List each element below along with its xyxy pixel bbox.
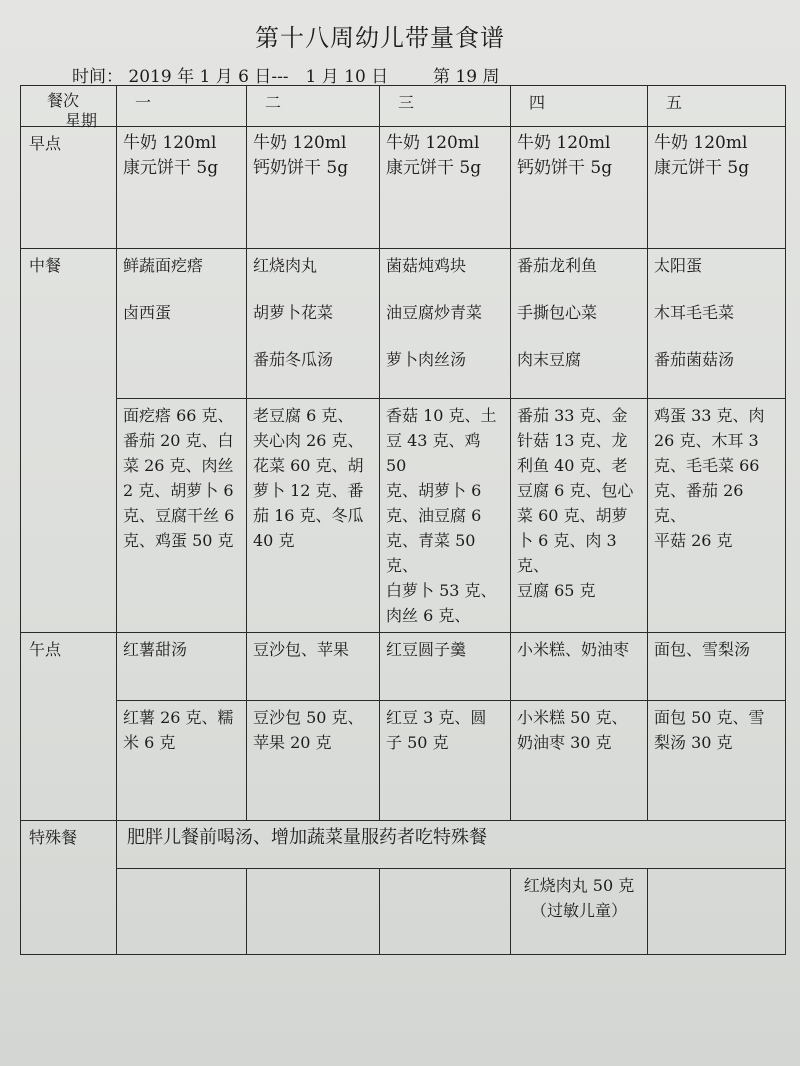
quantity-line: 夹心肉 26 克、 (253, 431, 364, 450)
special-detail-row (21, 869, 786, 955)
quantity-line: 子 50 克 (386, 733, 449, 752)
week-number: 第 19 周 (433, 67, 500, 87)
breakfast-cell (511, 127, 648, 249)
breakfast-item: 康元饼干 5g (654, 158, 750, 178)
lunch-dish: 油豆腐炒青菜 (386, 303, 483, 322)
quantity-line: 鸡蛋 33 克、肉 (654, 406, 765, 425)
breakfast-item: 康元饼干 5g (123, 158, 219, 178)
quantity-line: 萝卜 12 克、番 (253, 481, 364, 500)
quantity-line: 面包 50 克、雪 (654, 708, 765, 727)
snack-quantity-cell (511, 701, 648, 821)
special-item-note: （过敏儿童） (530, 901, 627, 920)
lunch-dishes-row (21, 249, 786, 399)
quantity-line: 克、豆腐干丝 6 (123, 506, 235, 525)
snack-quantities-row (21, 701, 786, 821)
breakfast-cell (648, 127, 786, 249)
lunch-dish: 胡萝卜花菜 (253, 303, 334, 322)
special-cell (380, 869, 511, 955)
quantity-line: 红豆 3 克、圆 (386, 708, 487, 727)
quantity-line: 克、青菜 50 克、 (386, 531, 476, 575)
lunch-quantities-row (21, 399, 786, 633)
lunch-dish: 番茄冬瓜汤 (253, 350, 334, 369)
lunch-dish: 肉末豆腐 (517, 350, 582, 369)
day-header-thu: 四 (511, 86, 648, 127)
snack-item: 红豆圆子羹 (380, 633, 511, 701)
quantity-line: 克、鸡蛋 50 克 (123, 531, 234, 550)
quantity-line: 克、油豆腐 6 (386, 506, 482, 525)
special-cell (117, 869, 247, 955)
quantity-line: 利鱼 40 克、老 (517, 456, 628, 475)
breakfast-cell (247, 127, 380, 249)
quantity-line: 卜 6 克、肉 3 克、 (517, 531, 617, 575)
breakfast-item: 钙奶饼干 5g (253, 158, 349, 178)
quantity-line: 针菇 13 克、龙 (517, 431, 628, 450)
menu-table (20, 85, 786, 955)
lunch-dishes-cell (511, 249, 648, 399)
day-header-tue: 二 (247, 86, 380, 127)
lunch-dish: 木耳毛毛菜 (654, 303, 735, 322)
day-header-mon: 一 (117, 86, 247, 127)
breakfast-row (21, 127, 786, 249)
breakfast-item: 牛奶 120ml (123, 133, 217, 153)
quantity-line: 豆 43 克、鸡 50 (386, 431, 481, 475)
breakfast-item: 牛奶 120ml (253, 133, 347, 153)
lunch-quantity-cell (247, 399, 380, 633)
quantity-line: 奶油枣 30 克 (517, 733, 612, 752)
quantity-line: 克、胡萝卜 6 (386, 481, 482, 500)
quantity-line: 花菜 60 克、胡 (253, 456, 364, 475)
special-note-row (21, 821, 786, 869)
quantity-line: 菜 60 克、胡萝 (517, 506, 628, 525)
date-label: 时间： (72, 67, 123, 87)
snack-quantity-cell (117, 701, 247, 821)
lunch-dishes-cell (247, 249, 380, 399)
quantity-line: 香菇 10 克、土 (386, 406, 497, 425)
lunch-dishes-cell (648, 249, 786, 399)
breakfast-item: 钙奶饼干 5g (517, 158, 613, 178)
quantity-line: 2 克、胡萝卜 6 (123, 481, 234, 500)
date-range: 2019 年 1 月 6 日--- 1 月 10 日 (128, 67, 389, 87)
lunch-quantity-cell (648, 399, 786, 633)
quantity-line: 米 6 克 (123, 733, 176, 752)
quantity-line: 菜 26 克、肉丝 (123, 456, 234, 475)
corner-meal-label: 餐次 (47, 91, 80, 110)
header-row (21, 86, 786, 127)
quantity-line: 番茄 20 克、白 (123, 431, 234, 450)
lunch-dish: 菌菇炖鸡块 (386, 256, 467, 275)
breakfast-item: 牛奶 120ml (654, 133, 748, 153)
breakfast-item: 牛奶 120ml (386, 133, 480, 153)
page-title: 第十八周幼儿带量食谱 (255, 24, 505, 52)
snack-label: 午点 (21, 633, 117, 821)
day-header-wed: 三 (380, 86, 511, 127)
breakfast-item: 康元饼干 5g (386, 158, 482, 178)
lunch-dishes-cell (117, 249, 247, 399)
quantity-line: 白萝卜 53 克、 (386, 581, 497, 600)
lunch-dish: 手撕包心菜 (517, 303, 598, 322)
snack-quantity-cell (648, 701, 786, 821)
special-cell (247, 869, 380, 955)
snack-quantity-cell (247, 701, 380, 821)
lunch-quantity-cell (117, 399, 247, 633)
corner-day-label: 星期 (65, 111, 98, 130)
lunch-quantity-cell (511, 399, 648, 633)
quantity-line: 40 克 (253, 531, 295, 550)
special-item: 红烧肉丸 50 克 (523, 876, 635, 895)
quantity-line: 面疙瘩 66 克、 (123, 406, 234, 425)
quantity-line: 茄 16 克、冬瓜 (253, 506, 364, 525)
quantity-line: 豆沙包 50 克、 (253, 708, 364, 727)
snack-item: 小米糕、奶油枣 (511, 633, 648, 701)
lunch-dish: 番茄龙利鱼 (517, 256, 598, 275)
breakfast-item: 牛奶 120ml (517, 133, 611, 153)
quantity-line: 老豆腐 6 克、 (253, 406, 354, 425)
lunch-dishes-cell (380, 249, 511, 399)
lunch-dish: 太阳蛋 (654, 256, 703, 275)
snack-quantity-cell (380, 701, 511, 821)
quantity-line: 小米糕 50 克、 (517, 708, 628, 727)
lunch-dish: 红烧肉丸 (253, 256, 318, 275)
lunch-dish: 鲜蔬面疙瘩 (123, 256, 204, 275)
quantity-line: 苹果 20 克 (253, 733, 332, 752)
snack-items-row (21, 633, 786, 701)
lunch-dish: 番茄菌菇汤 (654, 350, 735, 369)
breakfast-label: 早点 (21, 127, 117, 249)
special-cell (648, 869, 786, 955)
lunch-quantity-cell (380, 399, 511, 633)
quantity-line: 豆腐 6 克、包心 (517, 481, 634, 500)
quantity-line: 肉丝 6 克、 (386, 606, 471, 625)
lunch-dish: 卤西蛋 (123, 303, 172, 322)
breakfast-cell (380, 127, 511, 249)
corner-cell (21, 86, 117, 130)
day-header-fri: 五 (648, 86, 786, 127)
quantity-line: 梨汤 30 克 (654, 733, 733, 752)
special-note: 肥胖儿餐前喝汤、增加蔬菜量服药者吃特殊餐 (117, 821, 786, 869)
breakfast-cell (117, 127, 247, 249)
snack-item: 红薯甜汤 (117, 633, 247, 701)
quantity-line: 红薯 26 克、糯 (123, 708, 234, 727)
lunch-label: 中餐 (21, 249, 117, 633)
quantity-line: 克、番茄 26 克、 (654, 481, 744, 525)
date-line (72, 62, 499, 87)
snack-item: 面包、雪梨汤 (648, 633, 786, 701)
lunch-dish: 萝卜肉丝汤 (386, 350, 467, 369)
quantity-line: 番茄 33 克、金 (517, 406, 628, 425)
snack-item: 豆沙包、苹果 (247, 633, 380, 701)
special-label: 特殊餐 (21, 821, 117, 955)
quantity-line: 平菇 26 克 (654, 531, 733, 550)
quantity-line: 26 克、木耳 3 (654, 431, 759, 450)
quantity-line: 克、毛毛菜 66 (654, 456, 760, 475)
quantity-line: 豆腐 65 克 (517, 581, 596, 600)
special-cell-thursday (511, 869, 648, 955)
